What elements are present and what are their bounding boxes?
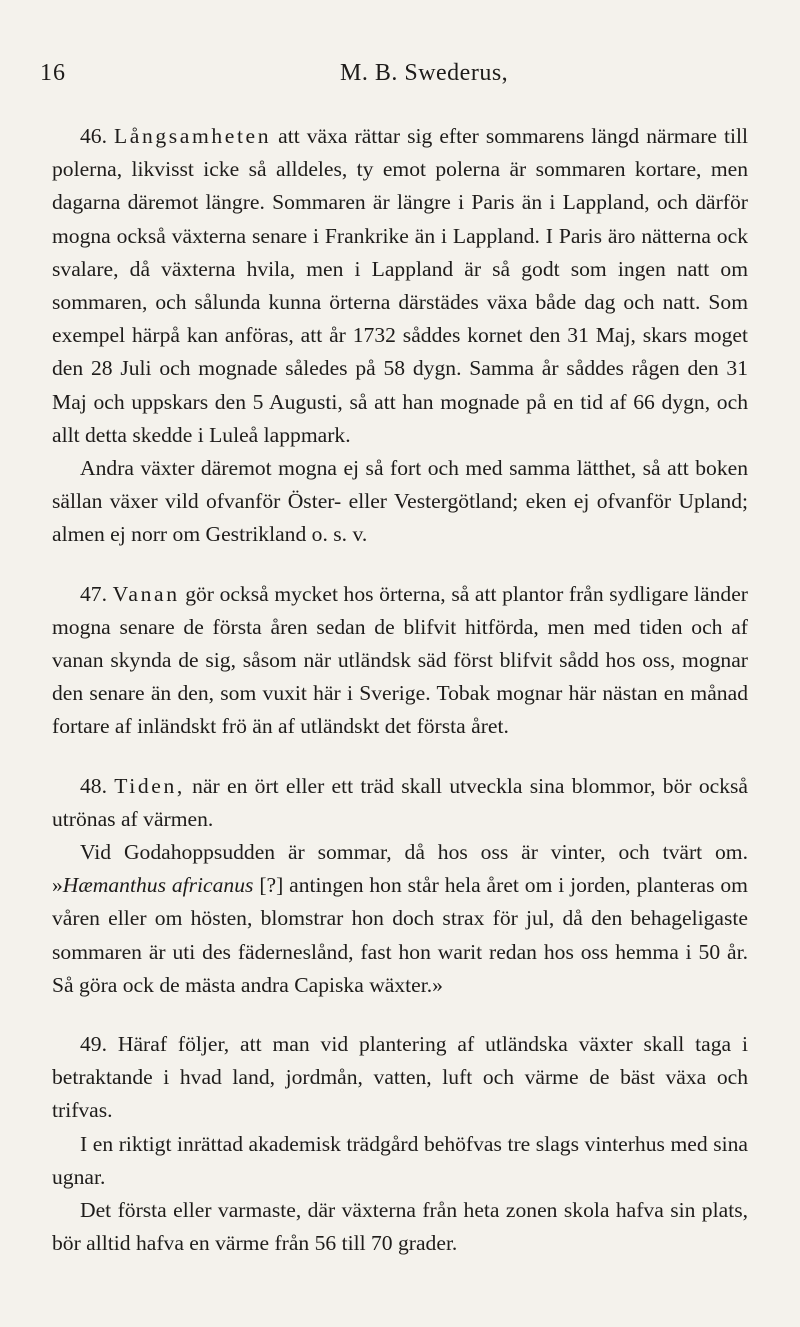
paragraph-text: Vid Godahoppsudden är sommar, då hos oss är vinter, och tvärt om. » [52, 840, 748, 898]
paragraph-46 [52, 120, 748, 452]
paragraph-46-continued: Andra växter däremot mogna ej så fort och med samma lätthet, så att boken sällan växer vild ofvanför Öster- eller Vestergötland; eken ej ofvanför Upland; almen ej norr om Gestrikland o. s. v. [52, 456, 748, 547]
paragraph-49-second: I en riktigt inrättad akademisk trädgård behöfvas tre slags vinterhus med sina ugnar. [52, 1131, 748, 1189]
paragraph-text: när en ört eller ett träd skall utveckla sina blommor, bör också utrönas af värmen. [52, 773, 748, 831]
section-number: 47. [80, 581, 107, 606]
paragraph-text: att växa rättar sig efter sommarens längd närmare till polerna, likvisst icke så alldeles, ty emot polerna är sommaren kortare, men dagarna däremot längre. Sommaren är längre i Paris än i Lappland, och därför mogna också växterna senare i Frankrike än i Lappland. I Paris äro nätterna ock svalare, då växterna hvila, men i Lappland är så godt som ingen natt om sommaren, och sålunda kunna örterna därstädes växa både dag och natt. Som exempel härpå kan anföras, att år 1732 såddes kornet den 31 Maj, skars moget den 28 Juli och mognade således på 58 dygn. Samma år såddes rågen den 31 Maj och uppskars den 5 Augusti, så att han mognade på en tid af 66 dygn, och allt detta skedde i Luleå lappmark. [52, 124, 748, 447]
spaced-heading-word: Långsamheten [114, 124, 272, 148]
section-number: 46. [80, 124, 107, 148]
paragraph-49 [52, 1028, 748, 1128]
text-body [52, 120, 748, 1261]
paragraph-49-third: Det första eller varmaste, där växterna från heta zonen skola hafva sin plats, bör alltid hafva en värme från 56 till 70 grader. [52, 1198, 748, 1256]
page-number: 16 [40, 60, 66, 86]
paragraph-text: gör också mycket hos örterna, så att plantor från sydligare länder mogna senare de första åren sedan de blifvit hitförda, men med tiden och af vanan skynda de sig, såsom när utländsk säd först blifvit sådd hos oss, mognar den senare än den, som vuxit här i Sverige. Tobak mognar här nästan en månad fortare af inländskt frö än af utländskt det första året. [52, 581, 748, 739]
paragraph-48-quote [52, 836, 748, 1002]
running-title: M. B. Swederus, [340, 60, 509, 86]
section-number: 49. [80, 1032, 107, 1057]
section-number: 48. [80, 773, 107, 798]
species-name: Hæmanthus africanus [62, 873, 254, 898]
spaced-heading-word: Tiden, [114, 773, 185, 798]
paragraph-text: Häraf följer, att man vid plantering af utländska växter skall taga i betraktande i hvad land, jordmån, vatten, luft och värme de bäst växa och trifvas. [52, 1032, 748, 1123]
paragraph-text: [?] antingen hon står hela året om i jorden, planteras om våren eller om hösten, blomstrar hon doch strax för jul, då den behageligaste sommaren är uti des fäderneslånd, fast hon warit redan hos oss hemma i 50 år. Så göra ock de mästa andra Capiska wäxter.» [52, 873, 748, 997]
running-head [0, 54, 800, 94]
paragraph-47 [52, 578, 748, 744]
spaced-heading-word: Vanan [112, 581, 180, 606]
paragraph-48 [52, 770, 748, 836]
